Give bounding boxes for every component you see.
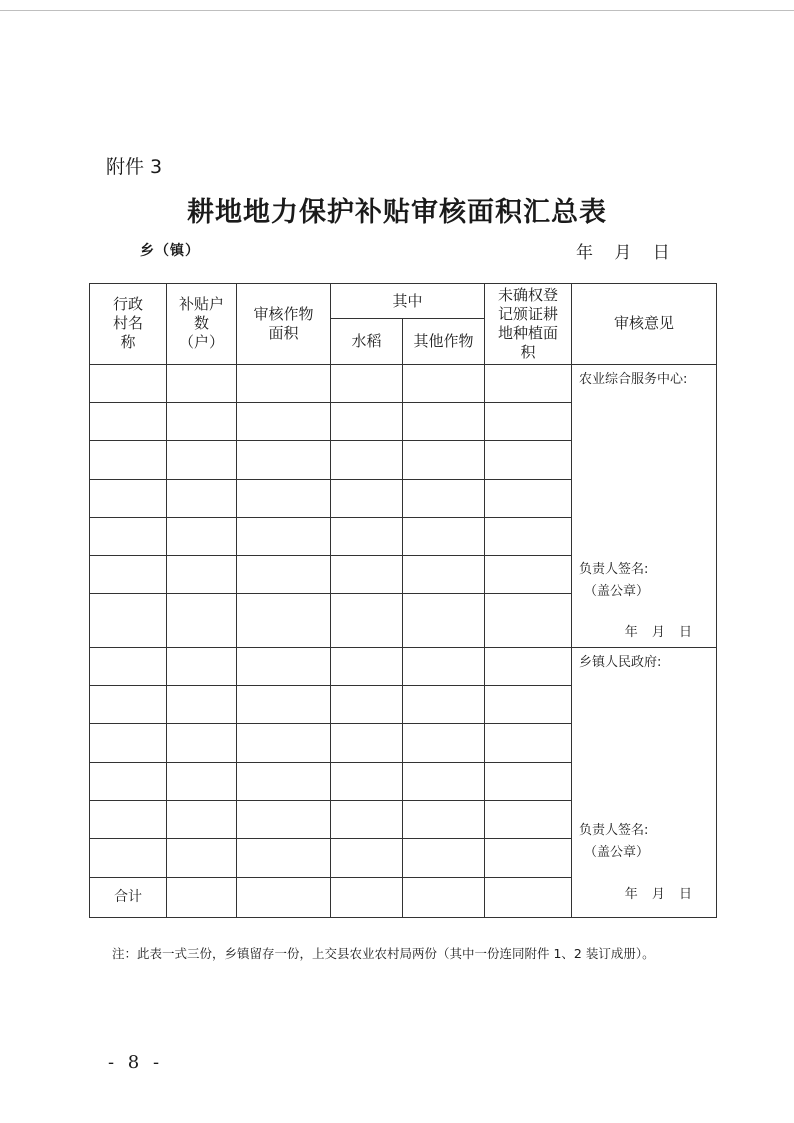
table-cell [90,724,167,762]
table-cell [331,877,403,917]
table-cell [485,686,572,724]
table-cell [331,762,403,800]
table-cell [485,724,572,762]
service-center-date: 年 月 日 [624,624,693,640]
table-cell [167,647,237,685]
table-cell [485,647,572,685]
table-cell [331,517,403,555]
table-cell [167,594,237,647]
header-audited-area: 审核作物面积 [237,284,331,365]
table-cell [237,479,331,517]
header-households: 补贴户数（户） [167,284,237,365]
header-opinion: 审核意见 [572,284,717,365]
table-cell [331,402,403,440]
table-cell [167,724,237,762]
table-cell [403,517,485,555]
header-unconfirmed-area: 未确权登记颁证耕地种植面积 [485,284,572,365]
township-government-date: 年 月 日 [624,886,693,902]
service-center-label: 农业综合服务中心: [579,371,688,387]
table-cell [485,800,572,838]
table-cell [237,724,331,762]
table-cell [331,800,403,838]
table-cell [237,762,331,800]
table-cell [331,364,403,402]
table-cell [485,479,572,517]
table-cell [403,877,485,917]
table-cell [331,594,403,647]
table-cell [237,556,331,594]
document-title: 耕地地力保护补贴审核面积汇总表 [187,197,607,228]
table-cell [90,839,167,877]
table-cell [403,364,485,402]
table-cell [167,479,237,517]
header-village-name: 行政村名称 [90,284,167,365]
table-cell [485,877,572,917]
table-cell [90,762,167,800]
header-of-which: 其中 [331,284,485,319]
township-field-label: 乡（镇） [140,243,200,259]
table-cell [331,556,403,594]
table-cell [331,686,403,724]
table-cell [237,402,331,440]
table-cell [90,364,167,402]
table-cell [167,402,237,440]
table-cell [403,762,485,800]
table-cell [167,517,237,555]
table-cell [485,441,572,479]
service-center-sign-label: 负责人签名: [579,561,649,577]
table-cell [485,364,572,402]
table-cell [90,800,167,838]
table-cell [90,517,167,555]
total-row-label: 合计 [90,877,167,917]
table-cell [237,441,331,479]
summary-table [89,283,717,918]
table-cell [403,479,485,517]
footnote: 注：此表一式三份，乡镇留存一份，上交县农业农村局两份（其中一份连同附件 1、2 装订成册）。 [112,946,655,961]
header-other-crops: 其他作物 [403,319,485,364]
table-cell [485,517,572,555]
table-cell [237,594,331,647]
table-cell [403,724,485,762]
table-cell [331,647,403,685]
table-cell [90,594,167,647]
township-government-sign-label: 负责人签名: [579,822,649,838]
scan-top-edge [0,10,794,11]
table-cell [237,686,331,724]
date-line: 年 月 日 [576,243,670,263]
table-cell [403,441,485,479]
table-cell [485,762,572,800]
table-cell [331,839,403,877]
table-cell [237,800,331,838]
table-cell [167,556,237,594]
table-cell [403,647,485,685]
table-cell [485,594,572,647]
header-rice: 水稻 [331,319,403,364]
table-cell [167,441,237,479]
table-cell [331,479,403,517]
township-government-seal-label: （盖公章） [584,844,650,860]
table-cell [485,402,572,440]
table-cell [167,800,237,838]
table-cell [90,556,167,594]
table-cell [403,594,485,647]
township-government-label: 乡镇人民政府: [579,654,662,670]
table-cell [90,479,167,517]
table-cell [90,647,167,685]
table-cell [167,839,237,877]
table-cell [237,364,331,402]
table-cell [167,686,237,724]
page-number: - 8 - [108,1052,164,1073]
table-cell [485,839,572,877]
service-center-seal-label: （盖公章） [584,583,650,599]
table-cell [403,556,485,594]
table-cell [237,839,331,877]
table-cell [90,402,167,440]
table-cell [237,517,331,555]
table-cell [167,762,237,800]
table-cell [90,441,167,479]
table-cell [403,839,485,877]
opinion-township-government [572,647,717,917]
table-cell [485,556,572,594]
table-cell [167,877,237,917]
table-cell [403,800,485,838]
table-cell [237,647,331,685]
table-cell [403,402,485,440]
table-cell [167,364,237,402]
table-cell [403,686,485,724]
table-cell [90,686,167,724]
attachment-label: 附件 3 [106,156,163,178]
table-cell [331,724,403,762]
opinion-service-center [572,364,717,647]
table-cell [331,441,403,479]
table-cell [237,877,331,917]
